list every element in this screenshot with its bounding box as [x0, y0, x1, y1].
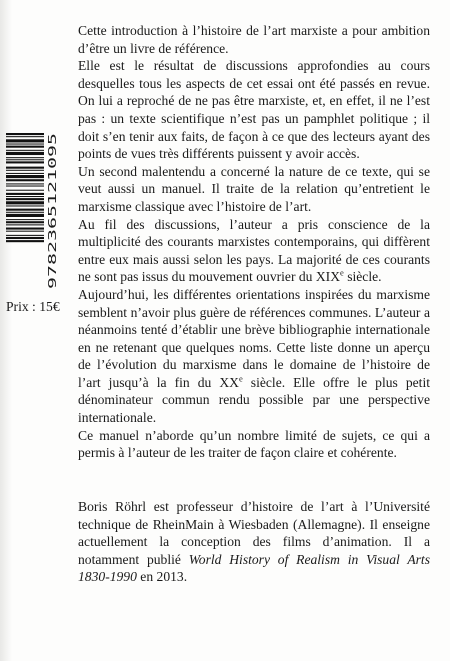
barcode-bar — [6, 170, 44, 171]
barcode-bar — [6, 231, 44, 232]
summary-paragraph-6: Ce manuel n’aborde qu’un nombre limité de sujets, ce qui a permis à l’auteur de les traiter de façon claire et cohérente. — [78, 427, 430, 461]
barcode-bar — [6, 193, 44, 195]
summary-paragraph-4 — [78, 216, 430, 286]
century-superscript: e — [340, 267, 344, 278]
barcode-bar — [6, 228, 44, 230]
barcode-bar — [6, 212, 44, 213]
barcode-bar — [6, 179, 44, 181]
barcode-bar — [6, 139, 44, 142]
century-superscript: e — [238, 373, 243, 384]
paragraph-5-tail: siècle. Elle offre le plus petit dénominateur commun rendu possible par une perspective internationale. — [78, 374, 431, 426]
barcode-bar — [6, 190, 44, 191]
barcode-bar — [6, 235, 44, 236]
book-title: World History of Realism in Visual Arts 1830-1990 — [78, 551, 430, 585]
barcode-graphic — [6, 131, 60, 291]
summary-text — [78, 22, 430, 462]
barcode-bar — [6, 136, 44, 137]
price-label: Prix : 15€ — [6, 299, 60, 314]
page-edge-shadow — [0, 0, 12, 661]
barcode-bar — [6, 221, 44, 223]
barcode-bar — [6, 173, 44, 174]
barcode-bar — [6, 240, 44, 242]
summary-paragraph-1: Cette introduction à l’histoire de l’art marxiste a pour ambition d’être un livre de référence. — [78, 23, 430, 56]
barcode-bar — [6, 196, 44, 197]
barcode-bar — [6, 201, 44, 204]
barcode-bar — [6, 167, 44, 169]
barcode-bar — [6, 175, 44, 178]
barcode-bar — [6, 152, 44, 155]
barcode-bar — [6, 209, 44, 211]
barcode-bar — [6, 157, 44, 158]
barcode-bar — [6, 186, 44, 187]
paragraph-5-text: Aujourd’hui, les différentes orientations inspirées du marxisme semblent n’avoir plus guère de références communes. L’auteur a néanmoins tenté d’établir une brève bibliographie internationale en ne retenant que quelques noms. Cette liste donne un aperçu de l’évolution du marxisme dans le domaine de l’histoire de l’art jusqu’à la fin du XX — [78, 286, 430, 390]
barcode-bar — [6, 159, 44, 160]
barcode-bar — [6, 144, 44, 145]
barcode-bar — [6, 146, 44, 148]
summary-paragraph-2: Elle est le résultat de discussions approfondies au cours desquelles tous les aspects de cet essai ont été passés en revue. On lui a reproché de ne pas être marxiste, et, en effet, il ne l’est pas : un texte scientifique n’est pas un pamphlet politique ; il doit s’en tenir aux faits, de façon à ce que des lecteurs ayant des points de vues très différents puissent y avoir accès. — [78, 58, 430, 162]
barcode-bar — [6, 198, 44, 200]
bio-text: Boris Röhrl est professeur d’histoire de l’art à l’Université technique de RheinMain à Wiesbaden (Allemagne). Il enseigne actuellement la conception des films d’animation. Il a notamment publié — [78, 499, 430, 567]
barcode-bar — [6, 183, 44, 184]
summary-paragraph-5 — [78, 286, 430, 427]
paragraph-4-text: Au fil des discussions, l’auteur a pris conscience de la multiplicité des courants marxistes contemporains, qui diffèrent entre eux mais aussi selon les pays. La majorité de ces courants ne sont pas issus du mouvement ouvrier du XIX — [78, 216, 430, 285]
barcode-bar — [6, 205, 44, 206]
barcode-bar — [6, 224, 44, 225]
isbn-barcode — [6, 131, 60, 291]
author-bio-paragraph — [78, 498, 430, 586]
barcode-bar — [6, 161, 44, 163]
barcode-digits: 9782365121095 — [46, 202, 59, 289]
barcode-bar — [6, 150, 44, 151]
paragraph-4-tail: siècle. — [343, 269, 382, 285]
summary-paragraph-3: Un second malentendu a concerné la nature de ce texte, qui se veut aussi un manuel. Il traite de la relation qu’entretient le marxisme classique avec l’histoire de l’art. — [78, 163, 430, 214]
barcode-bar — [6, 219, 44, 220]
barcode-bar — [6, 133, 44, 135]
author-bio — [78, 498, 430, 586]
barcode-bar — [6, 237, 44, 239]
barcode-bar — [6, 214, 44, 217]
bio-tail: en 2013. — [136, 569, 188, 585]
